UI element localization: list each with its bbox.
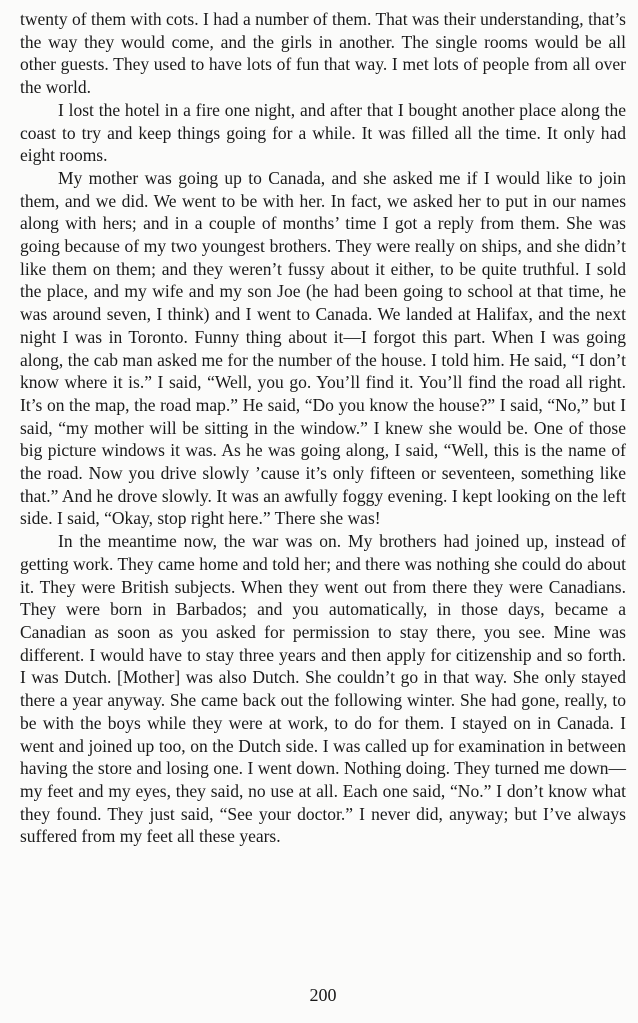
paragraph-3: My mother was going up to Canada, and she asked me if I would like to join them, and we did. We went to be with her. In fact, we asked her to put in our names along with hers; and in a couple of months’ time I got a reply from them. She was going because of my two youngest brothers. They were really on ships, and she didn’t like them on them; and they weren’t fussy about it either, to be quite truthful. I sold the place, and my wife and my son Joe (he had been going to school at that time, he was around seven, I think) and I went to Canada. We landed at Halifax, and the next night I was in Toronto. Funny thing about it—I forgot this part. When I was going along, the cab man asked me for the number of the house. I told him. He said, “I don’t know where it is.” I said, “Well, you go. You’ll find it. You’ll find the road all right. It’s on the map, the road map.” He said, “Do you know the house?” I said, “No,” but I said, “my mother will be sitting in the window.” I knew she would be. One of those big picture windows it was. As he was going along, I said, “Well, this is the name of the road. Now you drive slowly ’cause it’s only fifteen or seventeen, something like that.” And he drove slowly. It was an awfully foggy evening. I kept looking on the left side. I said, “Okay, stop right here.” There she was! (20, 167, 626, 529)
paragraph-1: twenty of them with cots. I had a number of them. That was their understanding, that’s the way they would come, and the girls in another. The single rooms would be all other guests. They used to have lots of fun that way. I met lots of people from all over the world. (20, 9, 626, 98)
paragraph-4: In the meantime now, the war was on. My brothers had joined up, instead of getting work. They came home and told her; and there was nothing she could do about it. They were British subjects. When they went out from there they were Canadians. They were born in Barbados; and you automatically, in those days, became a Canadian as soon as you asked for permission to stay there, you see. Mine was different. I would have to stay three years and then apply for citizenship and so forth. I was Dutch. [Mother] was also Dutch. She couldn’t go in that way. She only stayed there a year anyway. She came back out the following winter. She had gone, really, to be with the boys while they were at work, to do for them. I stayed on in Canada. I went and joined up too, on the Dutch side. I was called up for examination in between having the store and losing one. I went down. Nothing doing. They turned me down—my feet and my eyes, they said, no use at all. Each one said, “No.” I don’t know what they found. They just said, “See your doctor.” I never did, anyway; but I’ve always suffered from my feet all these years. (20, 531, 626, 847)
body-text (20, 8, 626, 848)
paragraph-2: I lost the hotel in a fire one night, and after that I bought another place along the coast to try and keep things going for a while. It was filled all the time. It only had eight rooms. (20, 99, 626, 166)
page-number: 200 (309, 985, 337, 1005)
